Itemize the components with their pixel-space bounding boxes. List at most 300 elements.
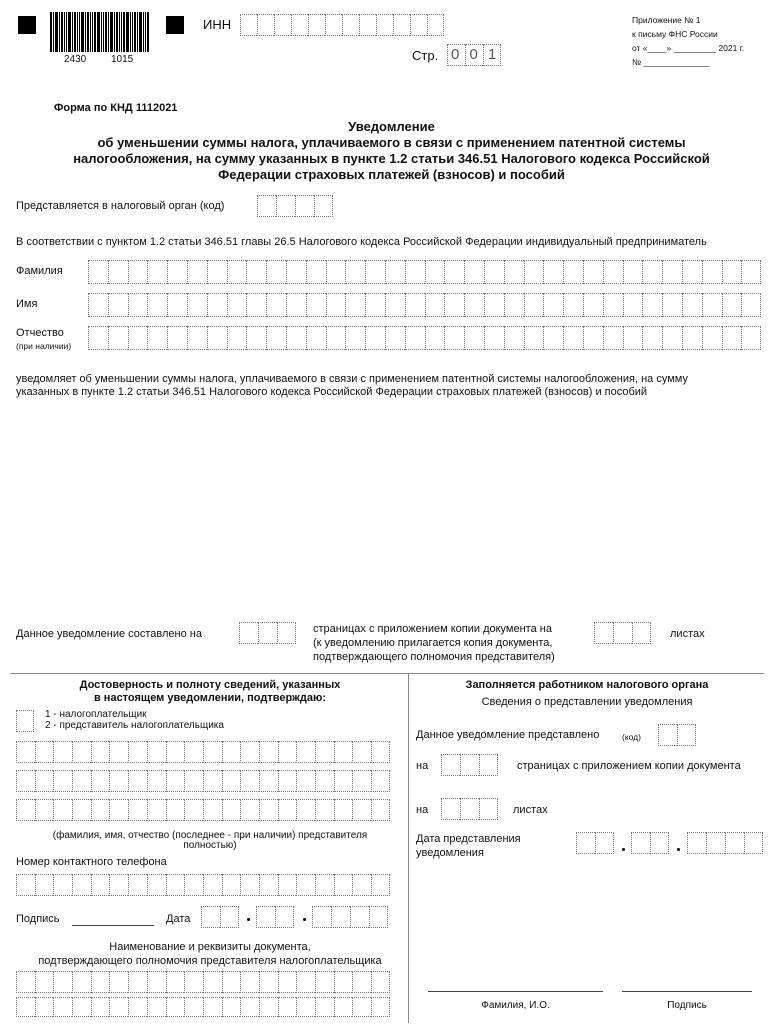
input-cell[interactable] — [109, 971, 128, 993]
pages-text2: (к уведомлению прилагается копия документа, — [313, 637, 553, 649]
input-cell[interactable] — [259, 971, 278, 993]
input-cell[interactable] — [334, 741, 353, 763]
input-cell[interactable] — [128, 997, 147, 1017]
appendix-line3: от «____» _________ 2021 г. — [632, 43, 745, 53]
input-cell[interactable] — [352, 874, 371, 896]
sheets-label: листах — [670, 628, 705, 640]
input-cell[interactable] — [16, 874, 35, 896]
input-cell[interactable] — [53, 997, 72, 1017]
title-line1: Уведомление — [348, 119, 435, 134]
representative-name-cells-1[interactable] — [16, 741, 390, 763]
input-cell[interactable] — [315, 874, 334, 896]
input-cell[interactable] — [246, 260, 266, 284]
input-cell[interactable] — [642, 293, 662, 317]
input-cell[interactable] — [246, 326, 266, 350]
input-cell[interactable] — [88, 326, 108, 350]
input-cell[interactable] — [53, 741, 72, 763]
input-cell[interactable] — [203, 770, 222, 792]
input-cell[interactable] — [266, 326, 286, 350]
input-cell[interactable] — [109, 997, 128, 1017]
input-cell[interactable] — [682, 293, 702, 317]
input-cell[interactable] — [72, 874, 91, 896]
input-cell[interactable] — [203, 799, 222, 821]
input-cell[interactable] — [91, 997, 110, 1017]
input-cell[interactable] — [184, 874, 203, 896]
input-cell[interactable] — [187, 293, 207, 317]
signer-option1: 1 - налогоплательщик — [45, 709, 147, 720]
input-cell[interactable] — [371, 874, 390, 896]
submission-date-separator-1 — [622, 848, 625, 851]
input-cell[interactable] — [128, 874, 147, 896]
signature-line[interactable] — [72, 925, 154, 926]
input-cell[interactable] — [702, 326, 722, 350]
input-cell[interactable] — [128, 326, 148, 350]
phone-input-cells[interactable] — [16, 874, 390, 896]
input-cell[interactable] — [702, 260, 722, 284]
input-cell[interactable] — [16, 770, 35, 792]
input-cell[interactable] — [108, 326, 128, 350]
on-label-2: на — [416, 804, 429, 816]
input-cell[interactable] — [222, 997, 241, 1017]
input-cell[interactable] — [278, 971, 297, 993]
input-cell[interactable] — [91, 770, 110, 792]
pages-text3: подтверждающего полномочия представителя) — [313, 651, 555, 663]
on-label-1: на — [416, 760, 429, 772]
signature-label: Подпись — [16, 913, 60, 925]
input-cell[interactable] — [371, 770, 390, 792]
representative-name-cells-2[interactable] — [16, 770, 390, 792]
input-cell[interactable] — [16, 741, 35, 763]
input-cell[interactable] — [722, 293, 742, 317]
input-cell[interactable] — [108, 293, 128, 317]
input-cell[interactable] — [266, 260, 286, 284]
input-cell[interactable] — [583, 260, 603, 284]
input-cell[interactable] — [128, 260, 148, 284]
input-cell[interactable] — [334, 997, 353, 1017]
input-cell[interactable] — [524, 260, 544, 284]
name-input-cells[interactable] — [88, 293, 761, 317]
input-cell[interactable] — [278, 799, 297, 821]
input-cell[interactable] — [278, 770, 297, 792]
appendix-line2: к письму ФНС России — [632, 29, 718, 39]
input-cell[interactable] — [53, 971, 72, 993]
input-cell[interactable] — [603, 326, 623, 350]
staff-pages-cells[interactable] — [441, 754, 498, 776]
input-cell[interactable] — [16, 971, 35, 993]
input-cell[interactable] — [296, 799, 315, 821]
submission-code-cells[interactable] — [658, 724, 696, 746]
signer-type-cell[interactable] — [16, 710, 34, 732]
input-cell[interactable] — [722, 326, 742, 350]
staff-subheading: Сведения о представлении уведомления — [481, 696, 693, 708]
input-cell[interactable] — [444, 260, 464, 284]
input-cell[interactable] — [315, 971, 334, 993]
input-cell[interactable] — [425, 326, 445, 350]
input-cell[interactable] — [296, 997, 315, 1017]
input-cell[interactable] — [385, 326, 405, 350]
input-cell[interactable] — [296, 971, 315, 993]
input-cell[interactable] — [623, 293, 643, 317]
staff-heading: Заполняется работником налогового органа — [465, 679, 709, 691]
doc-heading2: подтверждающего полномочия представителя налогоплательщика — [38, 955, 382, 967]
input-cell[interactable] — [16, 799, 35, 821]
signature-caption: Подпись — [667, 1000, 707, 1011]
input-cell[interactable] — [109, 770, 128, 792]
submission-date-label2: уведомления — [416, 847, 484, 859]
input-cell[interactable] — [35, 741, 54, 763]
input-cell[interactable] — [166, 971, 185, 993]
input-cell[interactable] — [385, 260, 405, 284]
input-cell[interactable] — [109, 799, 128, 821]
input-cell[interactable] — [306, 260, 326, 284]
corner-marker-left — [18, 16, 36, 34]
input-cell[interactable] — [563, 326, 583, 350]
date-label: Дата — [166, 913, 191, 925]
page-number: 0 0 1 — [451, 46, 500, 63]
input-cell[interactable] — [352, 971, 371, 993]
input-cell[interactable] — [72, 971, 91, 993]
input-cell[interactable] — [147, 971, 166, 993]
input-cell[interactable] — [222, 741, 241, 763]
input-cell[interactable] — [240, 874, 259, 896]
input-cell[interactable] — [147, 770, 166, 792]
confirm-heading2: в настоящем уведомлении, подтверждаю: — [93, 692, 327, 704]
input-cell[interactable] — [306, 293, 326, 317]
page-label: Стр. — [412, 48, 439, 63]
sheets-count-cells[interactable] — [594, 622, 651, 644]
fio-caption: Фамилия, И.О. — [481, 1000, 550, 1011]
input-cell[interactable] — [128, 799, 147, 821]
input-cell[interactable] — [464, 326, 484, 350]
input-cell[interactable] — [405, 293, 425, 317]
input-cell[interactable] — [240, 741, 259, 763]
input-cell[interactable] — [741, 293, 761, 317]
code-note: (код) — [622, 732, 641, 742]
input-cell[interactable] — [166, 874, 185, 896]
input-cell[interactable] — [642, 260, 662, 284]
submission-year-cells[interactable] — [687, 832, 763, 854]
input-cell[interactable] — [222, 799, 241, 821]
input-cell[interactable] — [425, 260, 445, 284]
input-cell[interactable] — [88, 260, 108, 284]
input-cell[interactable] — [682, 260, 702, 284]
pages-count-cells[interactable] — [239, 622, 296, 644]
input-cell[interactable] — [109, 874, 128, 896]
input-cell[interactable] — [464, 260, 484, 284]
input-cell[interactable] — [246, 293, 266, 317]
input-cell[interactable] — [166, 997, 185, 1017]
input-cell[interactable] — [603, 293, 623, 317]
staff-sheets-cells[interactable] — [441, 798, 498, 820]
input-cell[interactable] — [682, 326, 702, 350]
input-cell[interactable] — [444, 293, 464, 317]
input-cell[interactable] — [222, 971, 241, 993]
input-cell[interactable] — [464, 293, 484, 317]
input-cell[interactable] — [722, 260, 742, 284]
input-cell[interactable] — [543, 326, 563, 350]
doc-heading1: Наименование и реквизиты документа, — [109, 941, 311, 953]
input-cell[interactable] — [563, 260, 583, 284]
input-cell[interactable] — [207, 260, 227, 284]
notify-line2: указанных в пункте 1.2 статьи 346.51 Налогового кодекса Российской Федерации страховых платежей (взносов) и пособий — [16, 386, 648, 398]
barcode — [50, 12, 150, 52]
input-cell[interactable] — [278, 874, 297, 896]
input-cell[interactable] — [286, 326, 306, 350]
appendix-line1: Приложение № 1 — [632, 15, 701, 25]
input-cell[interactable] — [203, 741, 222, 763]
input-cell[interactable] — [88, 293, 108, 317]
input-cell[interactable] — [278, 997, 297, 1017]
input-cell[interactable] — [72, 741, 91, 763]
intro-text: В соответствии с пунктом 1.2 статьи 346.51 главы 26.5 Налогового кодекса Российской Федерации индивидуальный предприниматель — [16, 236, 707, 248]
input-cell[interactable] — [72, 799, 91, 821]
input-cell[interactable] — [583, 326, 603, 350]
input-cell[interactable] — [662, 326, 682, 350]
input-cell[interactable] — [128, 741, 147, 763]
input-cell[interactable] — [184, 741, 203, 763]
input-cell[interactable] — [184, 997, 203, 1017]
input-cell[interactable] — [405, 260, 425, 284]
input-cell[interactable] — [352, 741, 371, 763]
patronymic-note: (при наличии) — [16, 341, 72, 351]
input-cell[interactable] — [207, 293, 227, 317]
title-line2: об уменьшении суммы налога, уплачиваемого в связи с применением патентной системы — [97, 135, 686, 150]
input-cell[interactable] — [296, 770, 315, 792]
name-label: Имя — [16, 298, 38, 310]
input-cell[interactable] — [286, 260, 306, 284]
barcode-number-right: 1015 — [111, 54, 134, 65]
input-cell[interactable] — [385, 293, 405, 317]
input-cell[interactable] — [642, 326, 662, 350]
input-cell[interactable] — [53, 770, 72, 792]
input-cell[interactable] — [35, 799, 54, 821]
input-cell[interactable] — [623, 260, 643, 284]
tax-authority-label: Представляется в налоговый орган (код) — [16, 200, 225, 212]
input-cell[interactable] — [662, 260, 682, 284]
input-cell[interactable] — [334, 799, 353, 821]
input-cell[interactable] — [167, 293, 187, 317]
input-cell[interactable] — [91, 874, 110, 896]
input-cell[interactable] — [278, 741, 297, 763]
input-cell[interactable] — [184, 799, 203, 821]
input-cell[interactable] — [147, 874, 166, 896]
submission-date-label1: Дата представления — [416, 833, 521, 845]
input-cell[interactable] — [240, 799, 259, 821]
input-cell[interactable] — [259, 997, 278, 1017]
submitted-label: Данное уведомление представлено — [416, 729, 600, 741]
input-cell[interactable] — [504, 293, 524, 317]
input-cell[interactable] — [543, 260, 563, 284]
inn-input-cells[interactable] — [240, 14, 444, 36]
input-cell[interactable] — [405, 326, 425, 350]
input-cell[interactable] — [543, 293, 563, 317]
input-cell[interactable] — [207, 326, 227, 350]
input-cell[interactable] — [365, 260, 385, 284]
input-cell[interactable] — [187, 326, 207, 350]
input-cell[interactable] — [524, 326, 544, 350]
input-cell[interactable] — [334, 770, 353, 792]
pages-label: Данное уведомление составлено на — [16, 628, 202, 640]
input-cell[interactable] — [128, 293, 148, 317]
input-cell[interactable] — [227, 293, 247, 317]
input-cell[interactable] — [371, 971, 390, 993]
input-cell[interactable] — [91, 799, 110, 821]
input-cell[interactable] — [72, 997, 91, 1017]
input-cell[interactable] — [203, 971, 222, 993]
input-cell[interactable] — [702, 293, 722, 317]
pages-text1: страницах с приложением копии документа на — [313, 623, 552, 635]
input-cell[interactable] — [240, 770, 259, 792]
input-cell[interactable] — [35, 770, 54, 792]
input-cell[interactable] — [444, 326, 464, 350]
input-cell[interactable] — [296, 874, 315, 896]
surname-input-cells[interactable] — [88, 260, 761, 284]
appendix-line4: № ______________ — [632, 57, 710, 67]
date-separator-2 — [303, 918, 306, 921]
input-cell[interactable] — [345, 326, 365, 350]
input-cell[interactable] — [326, 293, 346, 317]
input-cell[interactable] — [345, 293, 365, 317]
input-cell[interactable] — [109, 741, 128, 763]
input-cell[interactable] — [563, 293, 583, 317]
input-cell[interactable] — [147, 741, 166, 763]
input-cell[interactable] — [108, 260, 128, 284]
input-cell[interactable] — [286, 293, 306, 317]
date-month-cells[interactable] — [256, 906, 294, 928]
input-cell[interactable] — [187, 260, 207, 284]
input-cell[interactable] — [227, 260, 247, 284]
input-cell[interactable] — [166, 770, 185, 792]
input-cell[interactable] — [583, 293, 603, 317]
input-cell[interactable] — [326, 326, 346, 350]
input-cell[interactable] — [365, 326, 385, 350]
input-cell[interactable] — [425, 293, 445, 317]
input-cell[interactable] — [296, 741, 315, 763]
staff-pages-text: страницах с приложением копии документа — [517, 760, 741, 772]
section-divider — [10, 673, 764, 674]
phone-label: Номер контактного телефона — [16, 856, 167, 868]
input-cell[interactable] — [167, 260, 187, 284]
input-cell[interactable] — [741, 260, 761, 284]
date-day-cells[interactable] — [201, 906, 239, 928]
date-year-cells[interactable] — [312, 906, 388, 928]
input-cell[interactable] — [484, 293, 504, 317]
input-cell[interactable] — [741, 326, 761, 350]
input-cell[interactable] — [315, 741, 334, 763]
input-cell[interactable] — [222, 874, 241, 896]
submission-day-cells[interactable] — [576, 832, 614, 854]
input-cell[interactable] — [259, 799, 278, 821]
input-cell[interactable] — [623, 326, 643, 350]
input-cell[interactable] — [184, 971, 203, 993]
input-cell[interactable] — [371, 741, 390, 763]
input-cell[interactable] — [371, 799, 390, 821]
representative-name-cells-3[interactable] — [16, 799, 390, 821]
input-cell[interactable] — [147, 293, 167, 317]
input-cell[interactable] — [240, 997, 259, 1017]
input-cell[interactable] — [259, 741, 278, 763]
patronymic-input-cells[interactable] — [88, 326, 761, 350]
input-cell[interactable] — [91, 741, 110, 763]
input-cell[interactable] — [240, 971, 259, 993]
input-cell[interactable] — [315, 770, 334, 792]
input-cell[interactable] — [91, 971, 110, 993]
input-cell[interactable] — [365, 293, 385, 317]
input-cell[interactable] — [524, 293, 544, 317]
confirm-heading1: Достоверность и полноту сведений, указанных — [79, 679, 341, 691]
input-cell[interactable] — [227, 326, 247, 350]
inn-label: ИНН — [203, 17, 232, 32]
staff-fio-line[interactable] — [428, 991, 603, 992]
input-cell[interactable] — [147, 326, 167, 350]
fio-note1: (фамилия, имя, отчество (последнее - при наличии) представителя — [52, 830, 368, 841]
input-cell[interactable] — [35, 874, 54, 896]
input-cell[interactable] — [222, 770, 241, 792]
input-cell[interactable] — [72, 770, 91, 792]
input-cell[interactable] — [334, 971, 353, 993]
fio-note2: полностью) — [183, 840, 237, 851]
date-separator-1 — [247, 918, 250, 921]
input-cell[interactable] — [147, 997, 166, 1017]
staff-signature-line[interactable] — [622, 991, 752, 992]
input-cell[interactable] — [166, 741, 185, 763]
input-cell[interactable] — [16, 997, 35, 1017]
input-cell[interactable] — [166, 799, 185, 821]
title-line3: налогообложения, на сумму указанных в пункте 1.2 статьи 346.51 Налогового кодекса Российской — [73, 151, 710, 166]
input-cell[interactable] — [315, 799, 334, 821]
input-cell[interactable] — [334, 874, 353, 896]
input-cell[interactable] — [128, 770, 147, 792]
input-cell[interactable] — [35, 997, 54, 1017]
input-cell[interactable] — [484, 260, 504, 284]
tax-authority-code-cells[interactable] — [257, 195, 333, 217]
input-cell[interactable] — [128, 971, 147, 993]
document-cells-1[interactable] — [16, 971, 390, 993]
input-cell[interactable] — [266, 293, 286, 317]
input-cell[interactable] — [504, 260, 524, 284]
input-cell[interactable] — [352, 997, 371, 1017]
form-code: Форма по КНД 1112021 — [54, 102, 178, 114]
input-cell[interactable] — [662, 293, 682, 317]
input-cell[interactable] — [345, 260, 365, 284]
input-cell[interactable] — [352, 799, 371, 821]
submission-month-cells[interactable] — [631, 832, 669, 854]
input-cell[interactable] — [147, 260, 167, 284]
input-cell[interactable] — [259, 770, 278, 792]
input-cell[interactable] — [203, 997, 222, 1017]
input-cell[interactable] — [184, 770, 203, 792]
notify-line1: уведомляет об уменьшении суммы налога, уплачиваемого в связи с применением патентной системы налогообложения, на сумму — [16, 373, 688, 385]
input-cell[interactable] — [371, 997, 390, 1017]
input-cell[interactable] — [352, 770, 371, 792]
input-cell[interactable] — [35, 971, 54, 993]
input-cell[interactable] — [53, 799, 72, 821]
input-cell[interactable] — [167, 326, 187, 350]
input-cell[interactable] — [504, 326, 524, 350]
staff-sheets-label: листах — [513, 804, 548, 816]
input-cell[interactable] — [147, 799, 166, 821]
input-cell[interactable] — [203, 874, 222, 896]
input-cell[interactable] — [306, 326, 326, 350]
input-cell[interactable] — [259, 874, 278, 896]
input-cell[interactable] — [484, 326, 504, 350]
barcode-number-left: 2430 — [64, 54, 87, 65]
input-cell[interactable] — [315, 997, 334, 1017]
document-cells-2[interactable] — [16, 997, 390, 1017]
input-cell[interactable] — [326, 260, 346, 284]
input-cell[interactable] — [603, 260, 623, 284]
input-cell[interactable] — [53, 874, 72, 896]
